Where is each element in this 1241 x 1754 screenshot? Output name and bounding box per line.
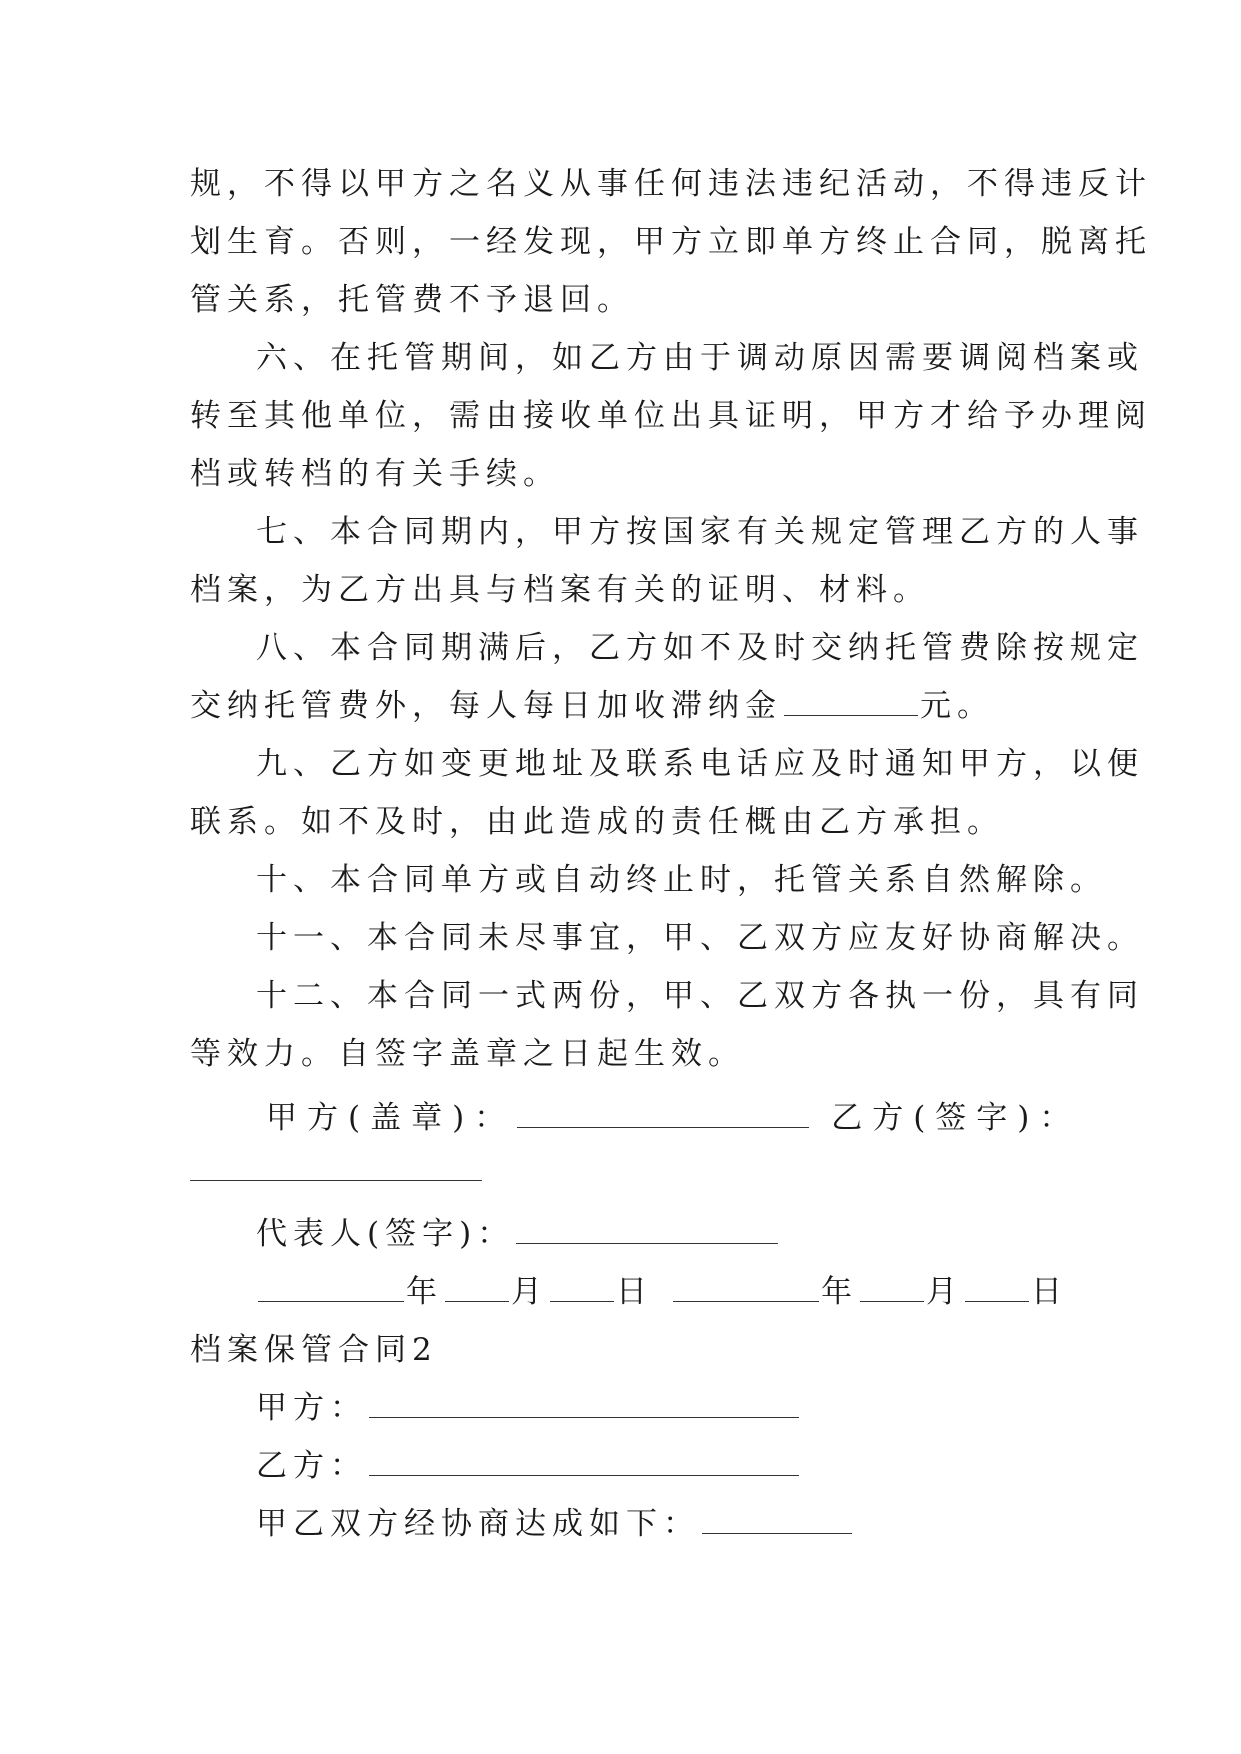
contract-2-agreement-blank[interactable] [702, 1507, 852, 1534]
party-b-sign-blank[interactable] [190, 1180, 482, 1181]
party-b-day-blank[interactable] [965, 1275, 1029, 1302]
party-a-year-label: 年 [406, 1274, 443, 1310]
clause-6-line-3: 档或转档的有关手续。 [190, 456, 560, 492]
contract-2-party-a-row [256, 1388, 1126, 1428]
date-row [256, 1272, 1126, 1312]
party-b-year-label: 年 [821, 1274, 858, 1310]
contract-2-agreement-row [256, 1504, 1126, 1544]
representative-row [256, 1214, 1126, 1254]
party-a-year-blank[interactable] [258, 1275, 404, 1302]
party-a-seal-label: 甲方(盖章)： [266, 1100, 516, 1136]
contract-2-party-b-label: 乙方： [256, 1448, 367, 1484]
representative-label: 代表人(签字)： [256, 1216, 515, 1252]
clause-12-line-1: 十二、本合同一式两份，甲、乙双方各执一份，具有同 [256, 978, 1144, 1014]
signature-row [266, 1098, 1081, 1138]
party-b-year-blank[interactable] [673, 1275, 819, 1302]
contract-2-party-b-blank[interactable] [369, 1449, 799, 1476]
party-b-month-label: 月 [926, 1274, 963, 1310]
clause-10: 十、本合同单方或自动终止时，托管关系自然解除。 [256, 862, 1107, 898]
paragraph-5-line-1: 规，不得以甲方之名义从事任何违法违纪活动，不得违反计 [190, 166, 1152, 202]
clause-6-line-1: 六、在托管期间，如乙方由于调动原因需要调阅档案或 [256, 340, 1144, 376]
late-fee-text: 交纳托管费外，每人每日加收滞纳金 [190, 688, 782, 724]
clause-12-line-2: 等效力。自签字盖章之日起生效。 [190, 1036, 745, 1072]
contract-2-heading: 档案保管合同2 [190, 1332, 438, 1368]
clause-6-line-2: 转至其他单位，需由接收单位出具证明，甲方才给予办理阅 [190, 398, 1152, 434]
paragraph-5-line-2: 划生育。否则，一经发现，甲方立即单方终止合同，脱离托 [190, 224, 1152, 260]
contract-2-party-b-row [256, 1446, 1126, 1486]
party-a-day-label: 日 [616, 1274, 653, 1310]
party-b-day-label: 日 [1031, 1274, 1068, 1310]
party-a-month-blank[interactable] [445, 1275, 509, 1302]
clause-8-line-2 [190, 686, 1060, 726]
contract-2-party-a-blank[interactable] [369, 1391, 799, 1418]
party-b-month-blank[interactable] [860, 1275, 924, 1302]
paragraph-5-line-3: 管关系，托管费不予退回。 [190, 282, 634, 318]
clause-9-line-1: 九、乙方如变更地址及联系电话应及时通知甲方，以便 [256, 746, 1144, 782]
party-a-day-blank[interactable] [550, 1275, 614, 1302]
clause-7-line-1: 七、本合同期内，甲方按国家有关规定管理乙方的人事 [256, 514, 1144, 550]
contract-2-agreement-label: 甲乙双方经协商达成如下： [256, 1506, 700, 1542]
clause-8-line-1: 八、本合同期满后，乙方如不及时交纳托管费除按规定 [256, 630, 1144, 666]
representative-blank[interactable] [516, 1217, 778, 1244]
late-fee-unit: 元。 [920, 688, 994, 724]
party-a-seal-blank[interactable] [517, 1101, 809, 1128]
clause-9-line-2: 联系。如不及时，由此造成的责任概由乙方承担。 [190, 804, 1004, 840]
party-b-sign-label: 乙方(签字)： [831, 1100, 1081, 1136]
late-fee-blank[interactable] [784, 689, 918, 716]
clause-7-line-2: 档案，为乙方出具与档案有关的证明、材料。 [190, 572, 930, 608]
party-a-month-label: 月 [511, 1274, 548, 1310]
clause-11: 十一、本合同未尽事宜，甲、乙双方应友好协商解决。 [256, 920, 1144, 956]
contract-2-party-a-label: 甲方： [256, 1390, 367, 1426]
